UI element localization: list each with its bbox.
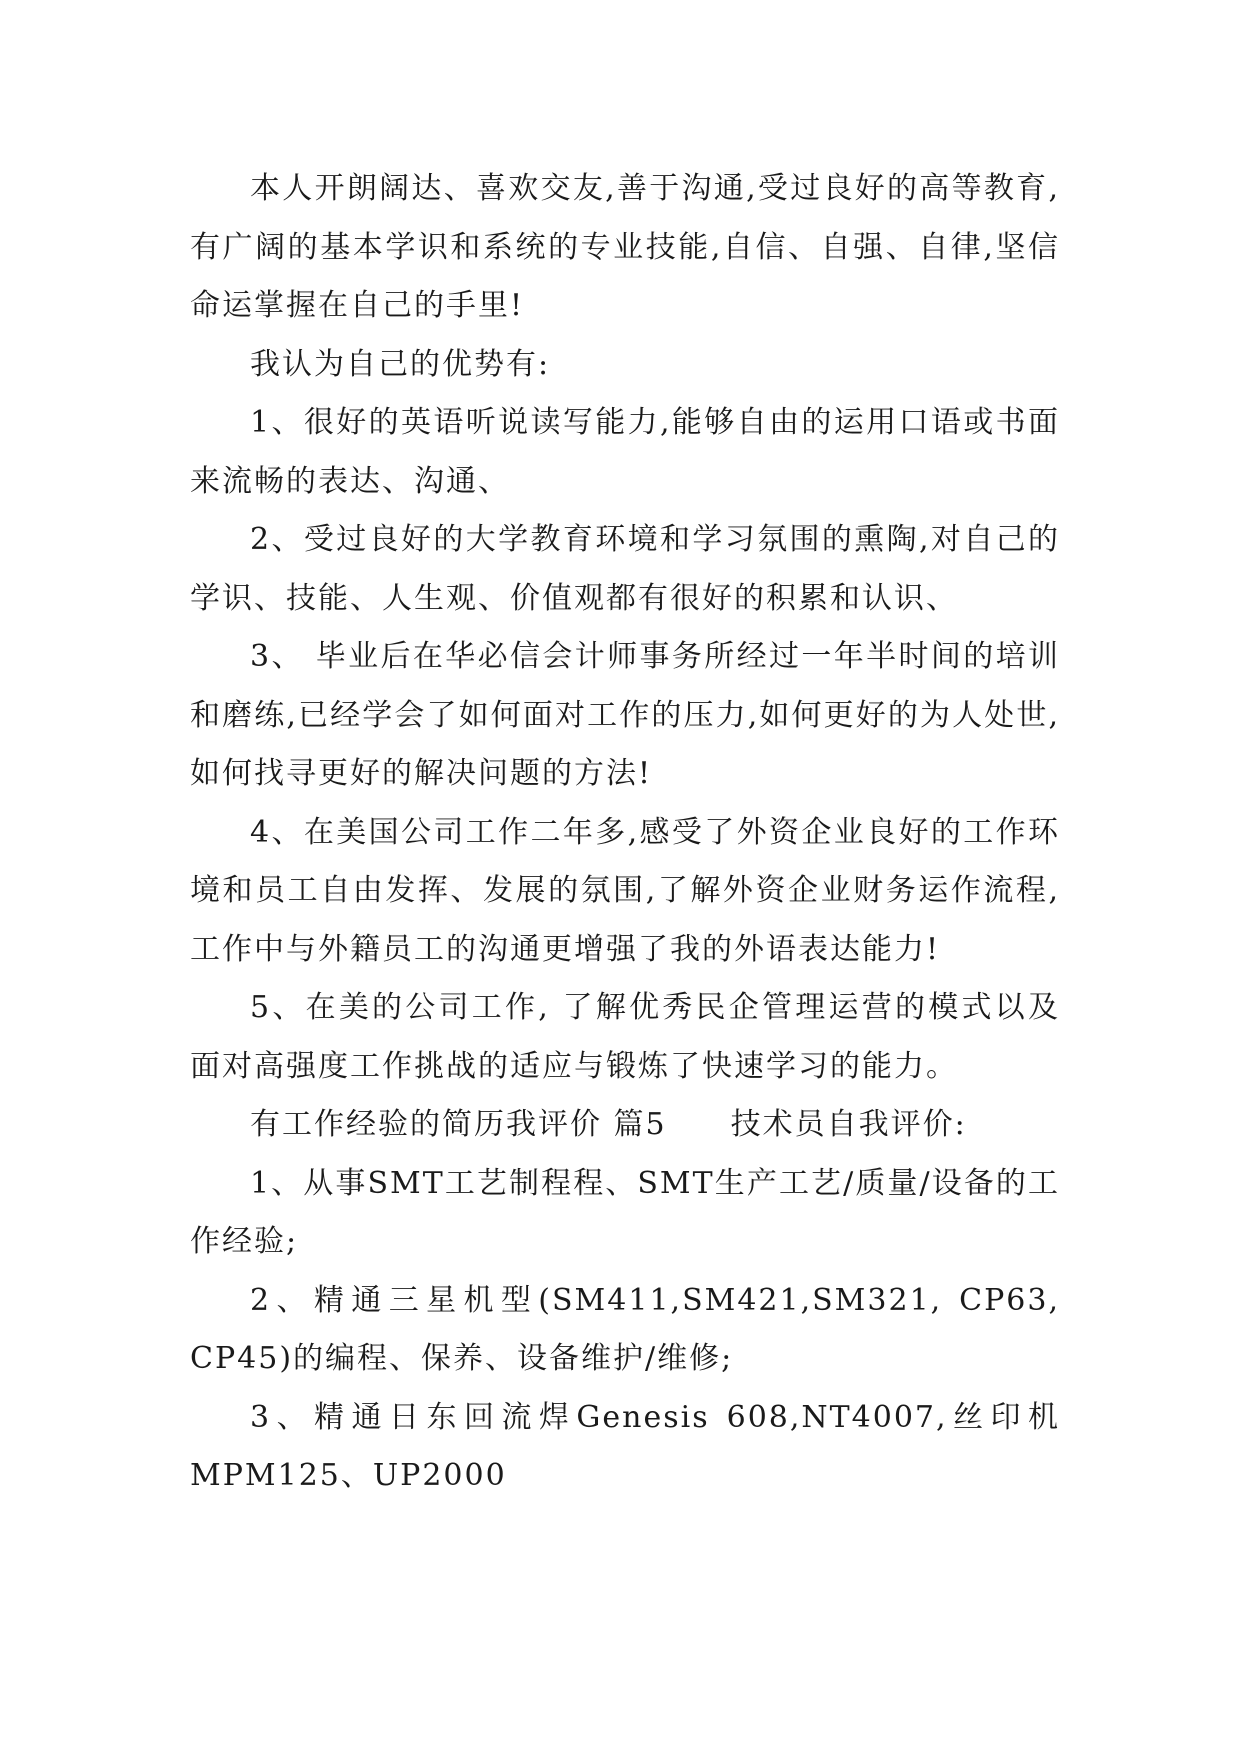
paragraph-advantage-3: 3、 毕业后在华必信会计师事务所经过一年半时间的培训和磨练,已经学会了如何面对工作的压力,如何更好的为人处世,如何找寻更好的解决问题的方法! (190, 639, 1060, 791)
document-body (190, 160, 1060, 1506)
paragraph-intro: 本人开朗阔达、喜欢交友,善于沟通,受过良好的高等教育,有广阔的基本学识和系统的专业技能,自信、自强、自律,坚信命运掌握在自己的手里! (190, 171, 1060, 323)
paragraph-tech-3: 3、精通日东回流焊Genesis 608,NT4007,丝印机MPM125、UP2000 (190, 1399, 1060, 1493)
paragraph-tech-2: 2、精通三星机型(SM411,SM421,SM321, CP63, CP45)的编程、保养、设备维护/维修; (190, 1282, 1060, 1376)
paragraph-advantage-2: 2、受过良好的大学教育环境和学习氛围的熏陶,对自己的学识、技能、人生观、价值观都有很好的积累和认识、 (190, 522, 1060, 616)
paragraph-advantage-1: 1、很好的英语听说读写能力,能够自由的运用口语或书面来流畅的表达、沟通、 (190, 405, 1060, 499)
paragraph-advantage-5: 5、在美的公司工作, 了解优秀民企管理运营的模式以及面对高强度工作挑战的适应与锻炼了快速学习的能力。 (190, 990, 1060, 1084)
paragraph-tech-1: 1、从事SMT工艺制程程、SMT生产工艺/质量/设备的工作经验; (190, 1165, 1060, 1259)
paragraph-section-heading: 有工作经验的简历我评价 篇5 技术员自我评价: (250, 1107, 967, 1142)
paragraph-advantages-heading: 我认为自己的优势有: (250, 346, 551, 382)
paragraph-advantage-4: 4、在美国公司工作二年多,感受了外资企业良好的工作环境和员工自由发挥、发展的氛围,了解外资企业财务运作流程, 工作中与外籍员工的沟通更增强了我的外语表达能力! (190, 814, 1060, 967)
